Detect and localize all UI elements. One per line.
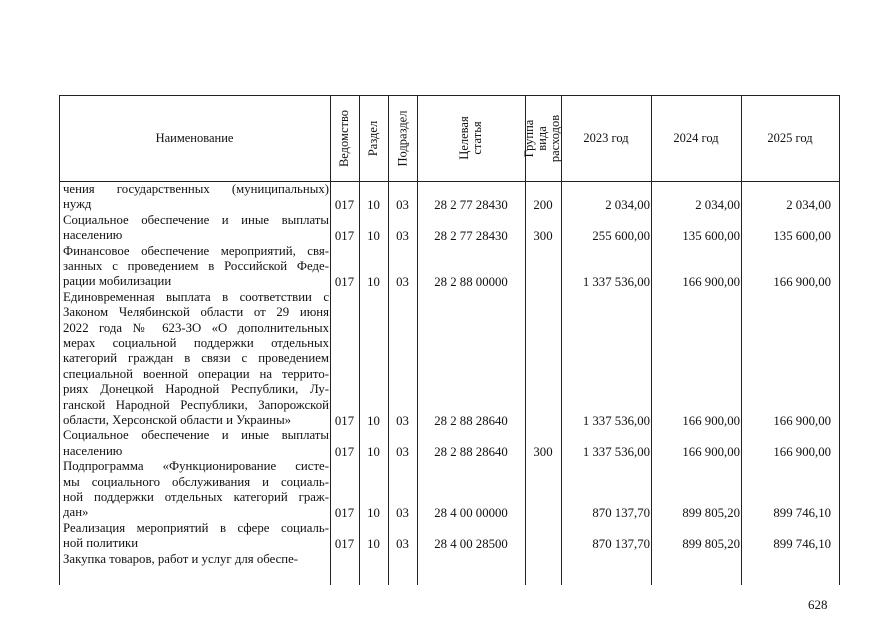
cell-celevaya: 28 2 88 28640 <box>434 444 508 459</box>
row-name <box>63 182 329 213</box>
cell-ved: 017 <box>334 414 355 428</box>
name-line: Реализация мероприятий в сфере социаль- <box>63 520 329 535</box>
name-line: Финансовое обеспечение мероприятий, свя- <box>63 243 329 258</box>
cell-celevaya: 28 2 77 28430 <box>434 229 508 244</box>
header-gruppa-vida-rashodov: Группа вида расходов <box>522 114 563 162</box>
cell-y2025: 899 746,10 <box>773 506 831 521</box>
cell-podrazdel: 03 <box>396 229 409 244</box>
cell-podrazdel: 03 <box>396 506 409 521</box>
cell-razdel: 10 <box>367 444 380 459</box>
cell-y2025: 2 034,00 <box>786 198 831 213</box>
header-name: Наименование <box>155 131 234 145</box>
name-line: специальной военной операции на террито- <box>63 366 329 381</box>
cell-y2024: 899 805,20 <box>682 506 740 521</box>
name-line: Социальное обеспечение и иные выплаты <box>63 212 329 227</box>
cell-y2023: 870 137,70 <box>592 506 650 521</box>
name-line: занных с проведением в Российской Феде- <box>63 258 329 273</box>
name-line: Закупка товаров, работ и услуг для обеспе- <box>63 551 299 566</box>
cell-ved: 017 <box>334 506 355 521</box>
header-razdel: Раздел <box>366 120 381 156</box>
cell-ved: 017 <box>334 229 355 244</box>
cell-y2024: 135 600,00 <box>682 229 740 244</box>
cell-y2023: 1 337 536,00 <box>582 275 650 290</box>
name-line: Единовременная выплата в соответствии с <box>63 289 329 304</box>
name-line: категорий граждан в связи с проведением <box>63 351 329 366</box>
cell-y2025: 166 900,00 <box>773 275 831 290</box>
name-line: риях Донецкой Народной Республики, Лу- <box>63 382 329 397</box>
cell-podrazdel: 03 <box>396 198 409 213</box>
cell-y2023: 1 337 536,00 <box>582 414 650 428</box>
cell-razdel: 10 <box>367 229 380 244</box>
cell-gruppa: 300 <box>533 229 553 244</box>
cell-razdel: 10 <box>367 414 380 428</box>
header-2023: 2023 год <box>583 131 629 145</box>
name-line: населению <box>63 443 123 458</box>
cell-celevaya: 28 2 88 28640 <box>434 414 508 428</box>
cell-gruppa: 200 <box>533 198 553 213</box>
cell-y2025: 166 900,00 <box>773 414 831 428</box>
cell-razdel: 10 <box>367 537 380 552</box>
row-name <box>63 290 329 429</box>
cell-celevaya: 28 2 77 28430 <box>434 198 508 213</box>
cell-y2024: 166 900,00 <box>682 414 740 428</box>
name-line: мерах социальной поддержки отдельных <box>63 335 329 350</box>
cell-podrazdel: 03 <box>396 444 409 459</box>
cell-y2023: 255 600,00 <box>592 229 650 244</box>
name-line: 2022 года № 623-ЗО «О дополнительных <box>63 320 329 335</box>
cell-y2023: 2 034,00 <box>605 198 650 213</box>
cell-podrazdel: 03 <box>396 414 409 428</box>
row-name <box>63 213 329 244</box>
cell-y2023: 870 137,70 <box>592 537 650 552</box>
name-line: рации мобилизации <box>63 274 172 289</box>
cell-celevaya: 28 4 00 28500 <box>434 537 508 552</box>
budget-table <box>59 95 840 585</box>
cell-celevaya: 28 4 00 00000 <box>434 506 508 521</box>
cell-y2024: 166 900,00 <box>682 275 740 290</box>
cell-y2024: 166 900,00 <box>682 444 740 459</box>
cell-ved: 017 <box>334 275 355 290</box>
cell-ved: 017 <box>334 537 355 552</box>
cell-ved: 017 <box>334 444 355 459</box>
cell-ved: 017 <box>334 198 355 213</box>
row-name <box>63 521 329 552</box>
row-name <box>63 244 329 290</box>
name-line: дан» <box>63 505 89 520</box>
name-line: Законом Челябинской области от 29 июня <box>63 305 329 320</box>
row-name <box>63 459 329 521</box>
name-line: населению <box>63 228 123 243</box>
cell-gruppa: 300 <box>533 444 553 459</box>
row-name <box>63 428 329 459</box>
cell-y2024: 899 805,20 <box>682 537 740 552</box>
name-line: ной политики <box>63 536 139 551</box>
cell-podrazdel: 03 <box>396 537 409 552</box>
name-line: мы социального обслуживания и социаль- <box>63 474 329 489</box>
cell-y2025: 135 600,00 <box>773 229 831 244</box>
row-name <box>63 552 329 567</box>
cell-y2025: 166 900,00 <box>773 444 831 459</box>
name-line: Социальное обеспечение и иные выплаты <box>63 428 329 443</box>
col-border <box>839 95 840 585</box>
name-line: области, Херсонской области и Украины» <box>63 412 292 427</box>
header-vedomstvo: Ведомство <box>337 109 351 167</box>
header-podrazdel: Подраздел <box>395 110 409 166</box>
header-celevaya-statya: Целевая статья <box>457 116 484 160</box>
name-line: чения государственных (муниципальных) <box>63 182 329 196</box>
cell-y2024: 2 034,00 <box>695 198 740 213</box>
cell-y2023: 1 337 536,00 <box>582 444 650 459</box>
name-line: Подпрограмма «Функционирование систе- <box>63 459 329 474</box>
page-number: 628 <box>808 597 828 612</box>
cell-celevaya: 28 2 88 00000 <box>434 275 508 290</box>
name-line: ганской Народной Республики, Запорожской <box>63 397 329 412</box>
cell-razdel: 10 <box>367 275 380 290</box>
name-line: нужд <box>63 197 92 212</box>
cell-razdel: 10 <box>367 198 380 213</box>
cell-razdel: 10 <box>367 506 380 521</box>
cell-y2025: 899 746,10 <box>773 537 831 552</box>
header-2024: 2024 год <box>673 131 719 145</box>
header-2025: 2025 год <box>767 131 813 145</box>
cell-podrazdel: 03 <box>396 275 409 290</box>
name-line: ной поддержки отдельных категорий граж- <box>63 489 329 504</box>
